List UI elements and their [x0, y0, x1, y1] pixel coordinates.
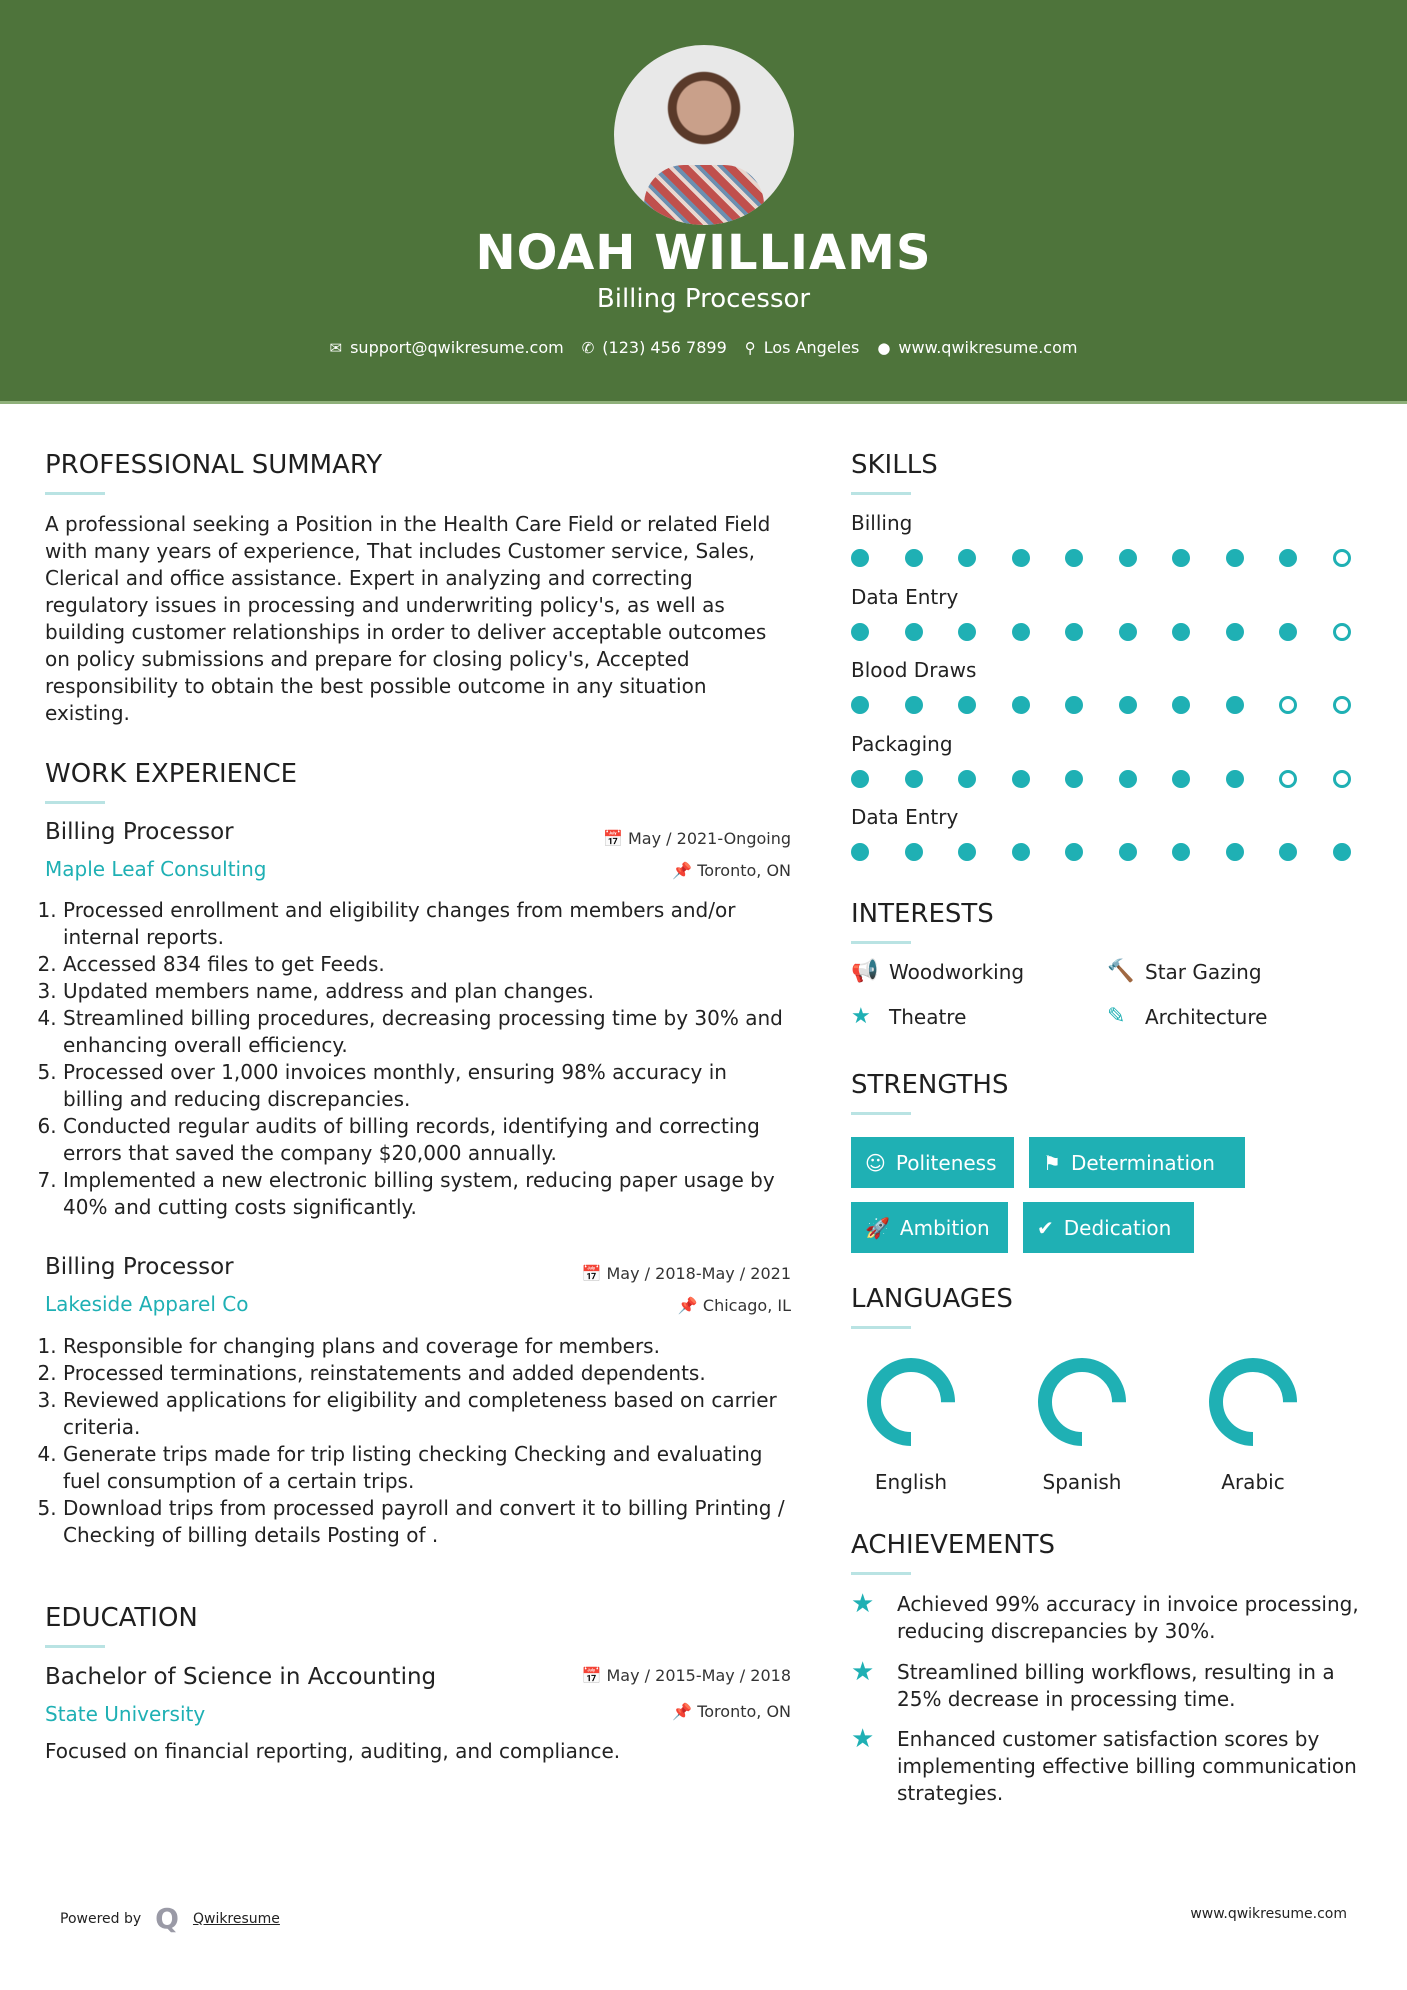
ticket-icon: ✎	[1107, 1004, 1126, 1029]
empty-dot	[1333, 623, 1351, 641]
check-circle-icon: ✔	[1037, 1215, 1054, 1240]
filled-dot	[1279, 549, 1297, 567]
list-item: 2. Processed terminations, reinstatements and added dependents.	[63, 1360, 790, 1387]
skill-rating	[851, 843, 1351, 861]
job-duties	[45, 1333, 790, 1549]
filled-dot	[851, 623, 869, 641]
education-dates: 📅 May / 2015-May / 2018	[581, 1666, 791, 1685]
filled-dot	[1172, 843, 1190, 861]
powered-by-label: Powered by	[60, 1910, 142, 1927]
empty-dot	[1279, 696, 1297, 714]
filled-dot	[905, 843, 923, 861]
work-heading: WORK EXPERIENCE	[45, 759, 298, 789]
languages-heading: LANGUAGES	[851, 1284, 1013, 1314]
phone-icon: ✆	[581, 339, 595, 357]
skills-heading: SKILLS	[851, 450, 938, 480]
contact-bar	[0, 338, 1407, 357]
school-name: State University	[45, 1702, 206, 1726]
footer-powered-by	[60, 1902, 280, 1935]
filled-dot	[1226, 770, 1244, 788]
filled-dot	[1333, 843, 1351, 861]
language-ring	[1203, 1352, 1303, 1452]
empty-dot	[1333, 549, 1351, 567]
skill-rating	[851, 623, 1351, 641]
filled-dot	[851, 770, 869, 788]
filled-dot	[1065, 770, 1083, 788]
skill-label: Blood Draws	[851, 658, 977, 683]
filled-dot	[1119, 843, 1137, 861]
map-pin-icon: ⚲	[744, 339, 756, 357]
filled-dot	[1119, 623, 1137, 641]
website[interactable]: www.qwikresume.com	[898, 338, 1078, 357]
filled-dot	[1226, 843, 1244, 861]
filled-dot	[905, 770, 923, 788]
filled-dot	[905, 549, 923, 567]
qwikresume-logo-icon: Q	[155, 1902, 179, 1935]
filled-dot	[1065, 549, 1083, 567]
strength-badge: ✔ Dedication	[1023, 1202, 1194, 1253]
job-title: Billing Processor	[45, 1254, 234, 1280]
filled-dot	[958, 770, 976, 788]
filled-dot	[958, 549, 976, 567]
skill-label: Data Entry	[851, 805, 959, 830]
bullhorn-icon: 📢	[851, 959, 879, 984]
brand-link[interactable]: Qwikresume	[192, 1910, 280, 1927]
star-icon: ★	[851, 1004, 871, 1029]
filled-dot	[958, 623, 976, 641]
pin-icon: 📌	[672, 861, 698, 880]
filled-dot	[1226, 696, 1244, 714]
empty-dot	[1279, 770, 1297, 788]
phone: (123) 456 7899	[602, 338, 727, 357]
list-item: 6. Conducted regular audits of billing records, identifying and correcting errors that saved the company $20,000 annually.	[63, 1113, 790, 1167]
filled-dot	[1172, 549, 1190, 567]
interest-item: 📢 Woodworking	[851, 959, 1025, 984]
star-icon: ★	[851, 1724, 875, 1754]
location: Los Angeles	[763, 338, 860, 357]
achievement-item: ★ Streamlined billing workflows, resulting in a 25% decrease in processing time.	[851, 1657, 1335, 1711]
strength-badge: ☺ Politeness	[851, 1137, 1014, 1188]
skill-rating	[851, 770, 1351, 788]
candidate-title: Billing Processor	[596, 284, 811, 314]
envelope-icon: ✉	[329, 339, 343, 357]
degree: Bachelor of Science in Accounting	[45, 1664, 437, 1690]
language-item	[1022, 1352, 1142, 1494]
filled-dot	[958, 843, 976, 861]
list-item: 3. Updated members name, address and plan changes.	[63, 978, 790, 1005]
job-title: Billing Processor	[45, 819, 234, 845]
smile-icon: ☺	[865, 1150, 886, 1175]
interest-item: 🔨 Star Gazing	[1107, 959, 1262, 984]
footer-website[interactable]: www.qwikresume.com	[1190, 1906, 1347, 1922]
filled-dot	[1279, 843, 1297, 861]
list-item: 4. Streamlined billing procedures, decreasing processing time by 30% and enhancing overall efficiency.	[63, 1005, 790, 1059]
job-dates: 📅 May / 2021-Ongoing	[602, 829, 791, 848]
filled-dot	[905, 623, 923, 641]
filled-dot	[1065, 843, 1083, 861]
profile-photo	[614, 45, 794, 225]
list-item: 5. Download trips from processed payroll and convert it to billing Printing / Checking of billing details Posting of .	[63, 1495, 790, 1549]
skill-label: Data Entry	[851, 584, 959, 609]
filled-dot	[1012, 770, 1030, 788]
filled-dot	[851, 549, 869, 567]
filled-dot	[1119, 549, 1137, 567]
education-description: Focused on financial reporting, auditing, and compliance.	[45, 1739, 621, 1763]
filled-dot	[1012, 696, 1030, 714]
filled-dot	[851, 696, 869, 714]
language-item	[851, 1352, 971, 1494]
job-location: 📌 Chicago, IL	[677, 1296, 791, 1315]
education-heading: EDUCATION	[45, 1603, 198, 1633]
language-name: Spanish	[1042, 1470, 1122, 1494]
job-duties	[45, 897, 790, 1221]
strengths-heading: STRENGTHS	[851, 1070, 1009, 1100]
language-name: Arabic	[1221, 1470, 1285, 1494]
interests-heading: INTERESTS	[851, 899, 994, 929]
skill-rating	[851, 696, 1351, 714]
company-name: Lakeside Apparel Co	[45, 1292, 249, 1316]
empty-dot	[1333, 696, 1351, 714]
achievements-heading: ACHIEVEMENTS	[851, 1530, 1056, 1560]
job-dates: 📅 May / 2018-May / 2021	[581, 1264, 791, 1283]
star-icon: ★	[851, 1589, 875, 1619]
strength-badge: ⚑ Determination	[1029, 1137, 1245, 1188]
language-name: English	[874, 1470, 948, 1494]
calendar-icon: 📅	[602, 829, 628, 848]
calendar-icon: 📅	[581, 1264, 607, 1283]
filled-dot	[1172, 696, 1190, 714]
summary-heading: PROFESSIONAL SUMMARY	[45, 450, 383, 480]
list-item: 1. Responsible for changing plans and coverage for members.	[63, 1333, 790, 1360]
filled-dot	[851, 843, 869, 861]
language-item	[1193, 1352, 1313, 1494]
pin-icon: 📌	[672, 1702, 698, 1721]
language-ring	[1032, 1352, 1132, 1452]
filled-dot	[1012, 623, 1030, 641]
list-item: 4. Generate trips made for trip listing checking Checking and evaluating fuel consumption of a certain trips.	[63, 1441, 790, 1495]
globe-icon: ●	[877, 339, 891, 357]
filled-dot	[1065, 696, 1083, 714]
rocket-icon: 🚀	[865, 1215, 890, 1240]
filled-dot	[1065, 623, 1083, 641]
filled-dot	[1012, 549, 1030, 567]
strength-badge: 🚀 Ambition	[851, 1202, 1008, 1253]
email[interactable]: support@qwikresume.com	[350, 338, 564, 357]
list-item: 5. Processed over 1,000 invoices monthly, ensuring 98% accuracy in billing and reducing discrepancies.	[63, 1059, 790, 1113]
filled-dot	[1172, 623, 1190, 641]
filled-dot	[1279, 623, 1297, 641]
filled-dot	[1226, 623, 1244, 641]
skill-label: Packaging	[851, 731, 953, 756]
gavel-icon: 🔨	[1107, 959, 1135, 984]
pin-icon: 📌	[677, 1296, 703, 1315]
list-item: 7. Implemented a new electronic billing system, reducing paper usage by 40% and cutting costs significantly.	[63, 1167, 790, 1221]
interest-item: ★ Theatre	[851, 1004, 967, 1029]
skill-rating	[851, 549, 1351, 567]
star-icon: ★	[851, 1657, 875, 1687]
skill-label: Billing	[851, 511, 913, 535]
interest-item: ✎ Architecture	[1107, 1004, 1268, 1029]
job-location: 📌 Toronto, ON	[672, 861, 791, 880]
flag-icon: ⚑	[1043, 1150, 1061, 1175]
calendar-icon: 📅	[581, 1666, 607, 1685]
filled-dot	[1119, 696, 1137, 714]
filled-dot	[905, 696, 923, 714]
achievement-item: ★ Achieved 99% accuracy in invoice processing, reducing discrepancies by 30%.	[851, 1589, 1359, 1643]
list-item: 1. Processed enrollment and eligibility changes from members and/or internal reports.	[63, 897, 790, 951]
header	[0, 0, 1407, 404]
filled-dot	[1119, 770, 1137, 788]
achievement-item: ★ Enhanced customer satisfaction scores by implementing effective billing communication strategies.	[851, 1724, 1357, 1805]
summary-text: A professional seeking a Position in the Health Care Field or related Field with many years of experience, That includes Customer service, Sales, Clerical and office assistance. Expert in analyzing and correcting regulatory issues in processing and underwriting policy's, as well as building customer relationships in order to deliver acceptable outcomes on policy submissions and prepare for closing policy's, Accepted responsibility to obtain the best possible outcome in any situation existing.	[45, 512, 771, 725]
language-ring	[861, 1352, 961, 1452]
filled-dot	[1172, 770, 1190, 788]
list-item: 3. Reviewed applications for eligibility and completeness based on carrier criteria.	[63, 1387, 790, 1441]
filled-dot	[958, 696, 976, 714]
filled-dot	[1226, 549, 1244, 567]
empty-dot	[1333, 770, 1351, 788]
education-location: 📌 Toronto, ON	[672, 1702, 791, 1721]
list-item: 2. Accessed 834 files to get Feeds.	[63, 951, 790, 978]
company-name: Maple Leaf Consulting	[45, 857, 267, 881]
filled-dot	[1012, 843, 1030, 861]
candidate-name: NOAH WILLIAMS	[475, 225, 932, 281]
